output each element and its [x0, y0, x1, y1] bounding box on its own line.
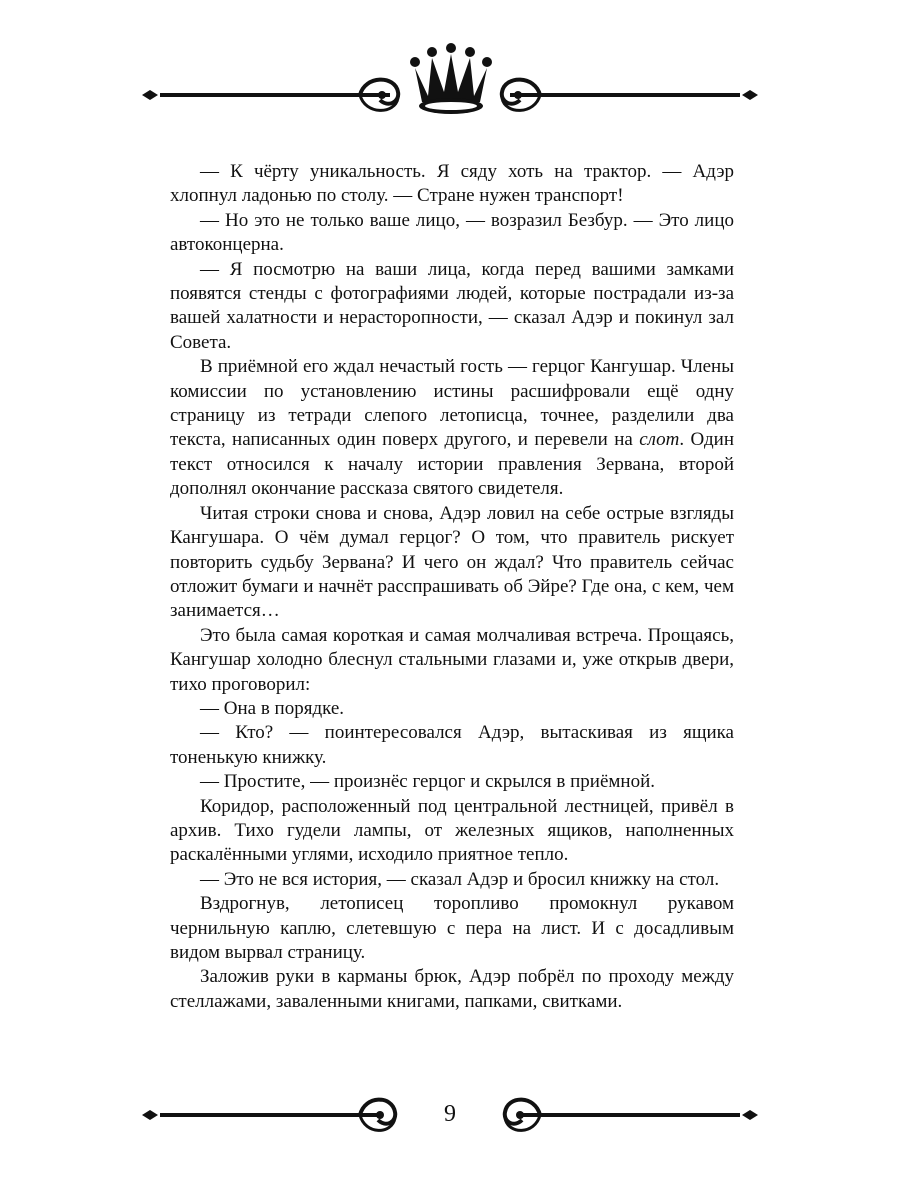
crown-icon: [410, 43, 492, 114]
paragraph: — Я посмотрю на ваши лица, когда перед вашими замками появятся стенды с фотографиями людей, которые пострадали из-за вашей халатности и нерасторопности, — сказал Адэр и покинул зал Совета.: [170, 258, 734, 353]
paragraph: — Кто? — поинтересовался Адэр, вытаскивая из ящика тоненькую книжку.: [170, 722, 734, 768]
paragraph: Читая строки снова и снова, Адэр ловил на себе острые взгляды Кангушара. О чём думал герцог? О том, что правитель рискует повторить судьбу Зервана? И чего он ждал? Что правитель сейчас отложит бумаги и начнёт расспрашивать об Эйре? Где она, с кем, чем занимается…: [170, 502, 734, 622]
paragraph: Заложив руки в карманы брюк, Адэр побрёл по проходу между стеллажами, заваленными книгами, папками, свитками.: [170, 966, 734, 1012]
paragraph-text: . Один текст относился к началу истории правления Зервана, второй дополнял окончание рассказа святого свидетеля.: [170, 429, 734, 500]
paragraph: Это была самая короткая и самая молчаливая встреча. Прощаясь, Кангушар холодно блеснул стальными глазами и, уже открыв двери, тихо проговорил:: [170, 624, 734, 695]
page-number: 9: [444, 1101, 456, 1127]
paragraph: — Простите, — произнёс герцог и скрылся в приёмной.: [200, 771, 655, 793]
paragraph: Коридор, расположенный под центральной лестницей, привёл в архив. Тихо гудели лампы, от железных ящиков, наполненных раскалёнными углями, исходило приятное тепло.: [170, 795, 734, 866]
paragraph: Вздрогнув, летописец торопливо промокнул рукавом чернильную каплю, слетевшую с пера на лист. И с досадливым видом вырвал страницу.: [170, 893, 734, 963]
paragraph-text: В приёмной его ждал нечастый гость — герцог Кангушар. Члены комиссии по установлению истины расшифровали ещё одну страницу из тетради слепого летописца, точнее, разделили два текста, написанных один поверх другого, и перевели на: [170, 356, 734, 451]
right-flourish-icon: [505, 1100, 758, 1131]
header-ornament: [0, 40, 900, 130]
left-flourish-icon: [142, 80, 398, 111]
paragraph: — К чёрту уникальность. Я сяду хоть на трактор. — Адэр хлопнул ладонью по столу. — Стране нужен транспорт!: [170, 161, 734, 207]
paragraph: — Но это не только ваше лицо, — возразил Безбур. — Это лицо автоконцерна.: [170, 209, 734, 256]
body-text: [170, 160, 734, 1014]
right-flourish-icon: [502, 80, 758, 111]
paragraph: — Она в порядке.: [200, 697, 345, 719]
paragraph: [170, 355, 734, 501]
left-flourish-icon: [142, 1100, 395, 1131]
paragraph: — Это не вся история, — сказал Адэр и бросил книжку на стол.: [200, 868, 720, 890]
italic-term: слот: [639, 429, 680, 451]
